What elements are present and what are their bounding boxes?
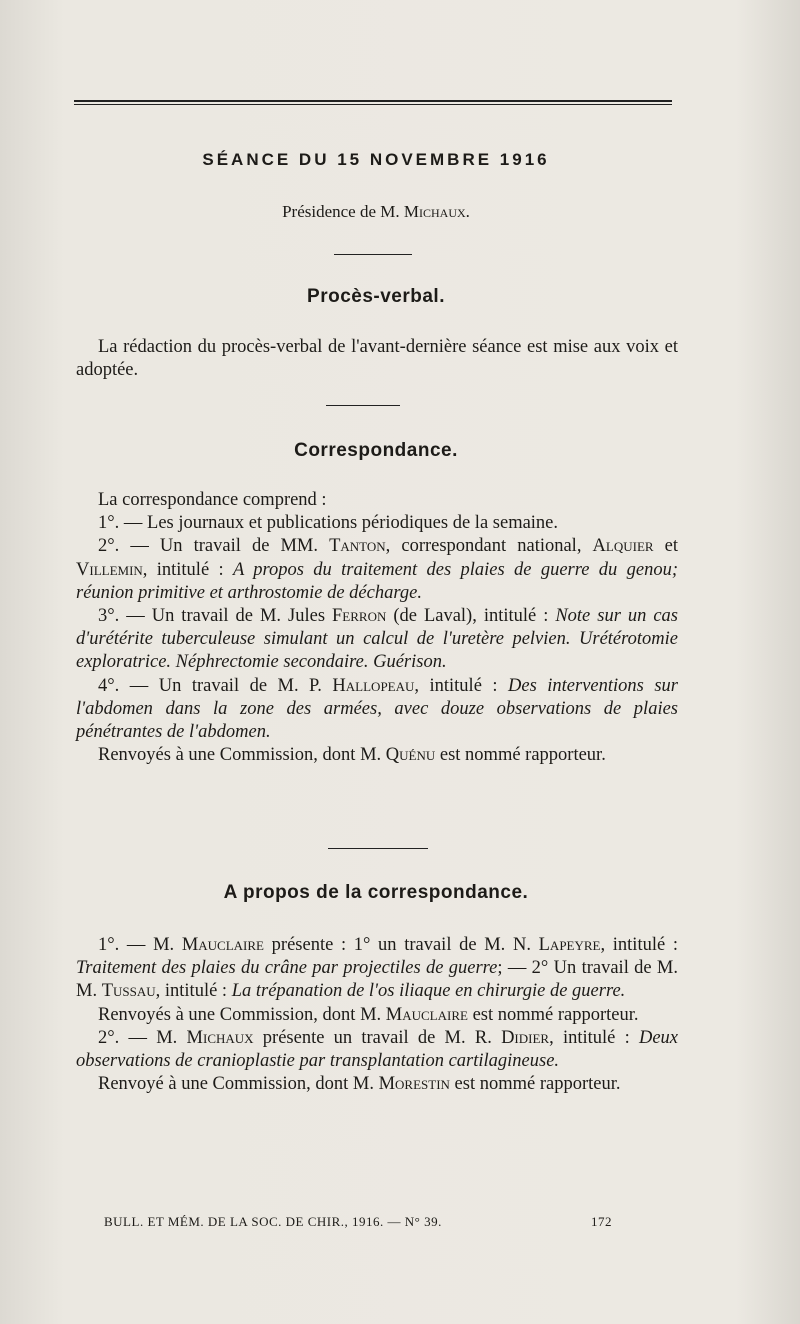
a-propos-renvoi-2: Renvoyé à une Commission, dont M. Morestin est nommé rapporteur. xyxy=(98,1074,621,1095)
president-name: Michaux xyxy=(403,202,466,221)
correspondance-body xyxy=(76,489,678,767)
correspondance-intro: La correspondance comprend : xyxy=(98,490,327,510)
journal-citation: BULL. ET MÉM. DE LA SOC. DE CHIR., 1916. — N° 39. xyxy=(104,1214,442,1229)
correspondance-item-1: 1°. — Les journaux et publications périodiques de la semaine. xyxy=(98,513,559,534)
section-title-proces-verbal: Procès-verbal. xyxy=(307,286,445,307)
section-title-correspondance: Correspondance. xyxy=(294,440,458,461)
top-rule xyxy=(74,100,672,105)
correspondance-renvoi: Renvoyés à une Commission, dont M. Quénu est nommé rapporteur. xyxy=(98,745,606,766)
a-propos-body xyxy=(76,934,678,1096)
proces-verbal-text: La rédaction du procès-verbal de l'avant-dernière séance est mise aux voix et adoptée. xyxy=(76,337,678,381)
divider xyxy=(334,254,412,255)
presidence-line: Présidence de M. Michaux. xyxy=(282,202,470,221)
section-title-a-propos: A propos de la correspondance. xyxy=(223,882,529,903)
correspondance-item-4: 4°. — Un travail de M. P. Hallopeau, intitulé : Des interventions sur l'abdomen dans la zone des armées, avec douze observations de plaies pénétrantes de l'abdomen. xyxy=(76,675,678,743)
page-footer xyxy=(104,1214,624,1230)
correspondance-item-3: 3°. — Un travail de M. Jules Ferron (de Laval), intitulé : Note sur un cas d'urétérite tuberculeuse simulant un calcul de l'uretère pelvien. Urétérotomie exploratrice. Néphrectomie secondaire. Guérison. xyxy=(76,606,679,673)
page-number: 172 xyxy=(591,1214,612,1229)
correspondance-item-2: 2°. — Un travail de MM. Tanton, correspondant national, Alquier et Villemin, intitulé : A propos du traitement des plaies de guerre du genou; réunion primitive et arthrostomie de décharge. xyxy=(76,536,678,603)
divider xyxy=(326,405,400,406)
session-heading: SÉANCE DU 15 NOVEMBRE 1916 xyxy=(202,150,550,169)
a-propos-item-1: 1°. — M. Mauclaire présente : 1° un travail de M. N. Lapeyre, intitulé : Traitement des plaies du crâne par projectiles de guerre; — 2° Un travail de M. M. Tussau, intitulé : La trépanation de l'os iliaque en chirurgie de guerre. xyxy=(76,935,679,1002)
a-propos-item-2: 2°. — M. Michaux présente un travail de M. R. Didier, intitulé : Deux observations de cranioplastie par transplantation cartilagineuse. xyxy=(76,1027,679,1072)
divider xyxy=(328,848,428,849)
a-propos-renvoi-1: Renvoyés à une Commission, dont M. Mauclaire est nommé rapporteur. xyxy=(98,1004,639,1025)
